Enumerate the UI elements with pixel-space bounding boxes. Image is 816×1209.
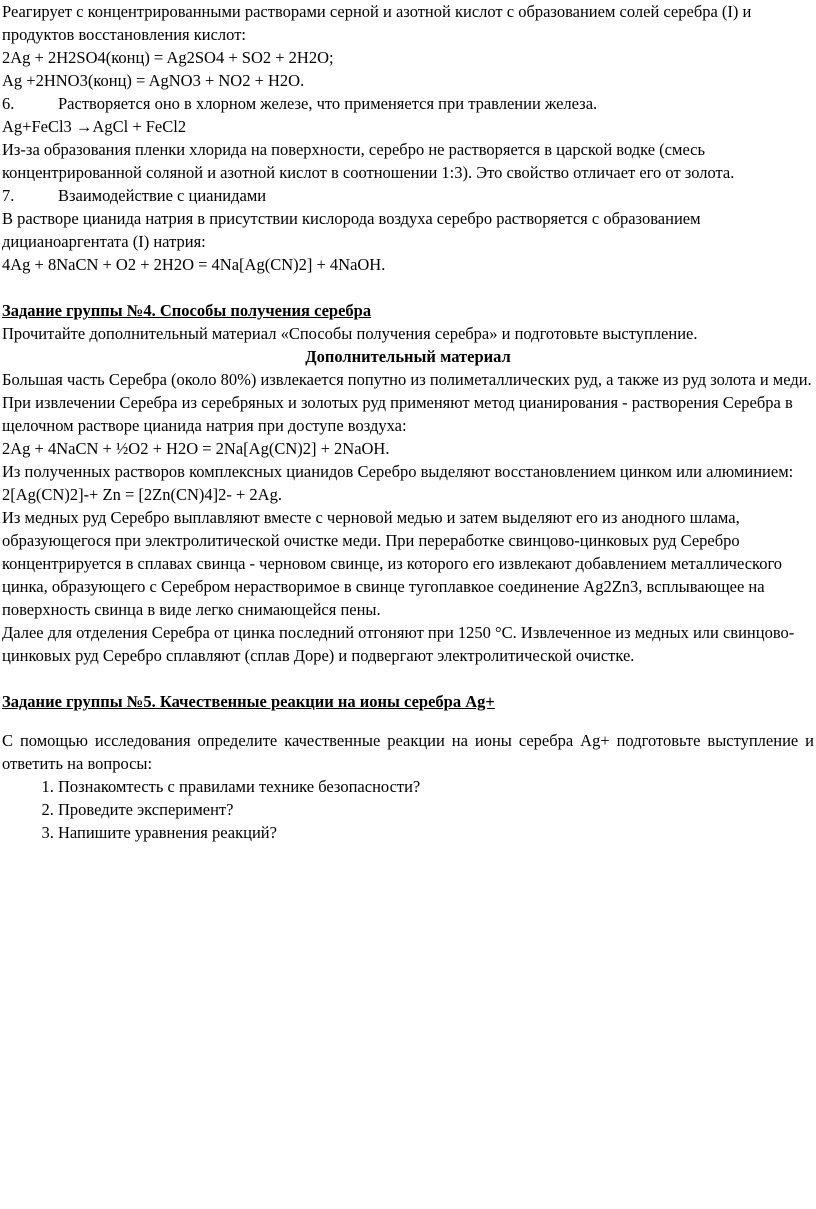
group4-heading: Задание группы №4. Способы получения серебра bbox=[2, 301, 372, 320]
equation-cyanidation: 2Ag + 4NaCN + ½O2 + H2O = 2Na[Ag(CN)2] + 2NaOH. bbox=[2, 439, 390, 458]
group4-paragraph-3: Из медных руд Серебро выплавляют вместе с черновой медью и затем выделяют его из анодного шлама, образующегося при электролитической очистке меди. При переработке свинцово-цинковых руд Серебро концентрируется в сплавах свинца - черновом свинце, из которого его извлекают добавлением металлического цинка, образующего с Серебром нерастворимое в свинце тугоплавкое соединение Ag2Zn3, всплывающее на поверхность свинца в виде легко снимающейся пены. bbox=[2, 508, 783, 619]
group5-heading: Задание группы №5. Качественные реакции на ионы серебра Ag+ bbox=[2, 692, 495, 711]
list-item: 2. Проведите эксперимент? bbox=[58, 798, 816, 821]
equation-zinc-reduction: 2[Ag(CN)2]-+ Zn = [2Zn(CN)4]2- + 2Ag. bbox=[2, 485, 282, 504]
equation-ferric-chloride: Ag+FeCl3 →AgCl + FeCl2 bbox=[2, 117, 187, 136]
list-number: 7. bbox=[2, 186, 15, 205]
group4-paragraph-1: Большая часть Серебра (около 80%) извлекается попутно из полиметаллических руд, а также из руд золота и меди. При извлечении Серебра из серебряных и золотых руд применяют метод цианирования - растворения Серебра в щелочном растворе цианида натрия при доступе воздуха: bbox=[2, 370, 812, 435]
list-item-6 bbox=[0, 92, 816, 115]
equation-cyanide: 4Ag + 8NaCN + O2 + 2H2O = 4Na[Ag(CN)2] + 4NaOH. bbox=[2, 255, 386, 274]
group4-task: Прочитайте дополнительный материал «Способы получения серебра» и подготовьте выступление. bbox=[2, 324, 698, 343]
list-number: 6. bbox=[2, 94, 15, 113]
chloride-paragraph: Из-за образования пленки хлорида на поверхности, серебро не растворяется в царской водке (смесь концентрированной соляной и азотной кислот в соотношении 1:3). Это свойство отличает его от золота. bbox=[2, 140, 735, 182]
questions-list bbox=[0, 775, 816, 844]
group4-paragraph-2: Из полученных растворов комплексных цианидов Серебро выделяют восстановлением цинком или алюминием: bbox=[2, 462, 794, 481]
group5-task: С помощью исследования определите качественные реакции на ионы серебра Ag+ подготовьте выступление и ответить на вопросы: bbox=[2, 731, 814, 773]
list-item: 3. Напишите уравнения реакций? bbox=[58, 821, 816, 844]
intro-paragraph: Реагирует с концентрированными растворами серной и азотной кислот с образованием солей серебра (I) и продуктов восстановления кислот: bbox=[2, 2, 752, 44]
equation-sulfuric: 2Ag + 2H2SO4(конц) = Ag2SO4 + SO2 + 2H2O; bbox=[2, 48, 334, 67]
list-item-text: Взаимодействие с цианидами bbox=[58, 186, 267, 205]
additional-material-heading: Дополнительный материал bbox=[305, 347, 511, 366]
group4-paragraph-4: Далее для отделения Серебра от цинка последний отгоняют при 1250 °С. Извлеченное из медных или свинцово-цинковых руд Серебро сплавляют (сплав Доре) и подвергают электролитической очистке. bbox=[2, 623, 795, 665]
list-item-7 bbox=[0, 184, 816, 207]
list-item: 1. Познакомтесть с правилами технике безопасности? bbox=[58, 775, 816, 798]
list-item-text: Растворяется оно в хлорном железе, что применяется при травлении железа. bbox=[58, 94, 598, 113]
cyanide-paragraph: В растворе цианида натрия в присутствии кислорода воздуха серебро растворяется с образованием дицианоаргентата (I) натрия: bbox=[2, 209, 701, 251]
equation-nitric: Ag +2HNO3(конц) = AgNO3 + NO2 + H2O. bbox=[2, 71, 305, 90]
